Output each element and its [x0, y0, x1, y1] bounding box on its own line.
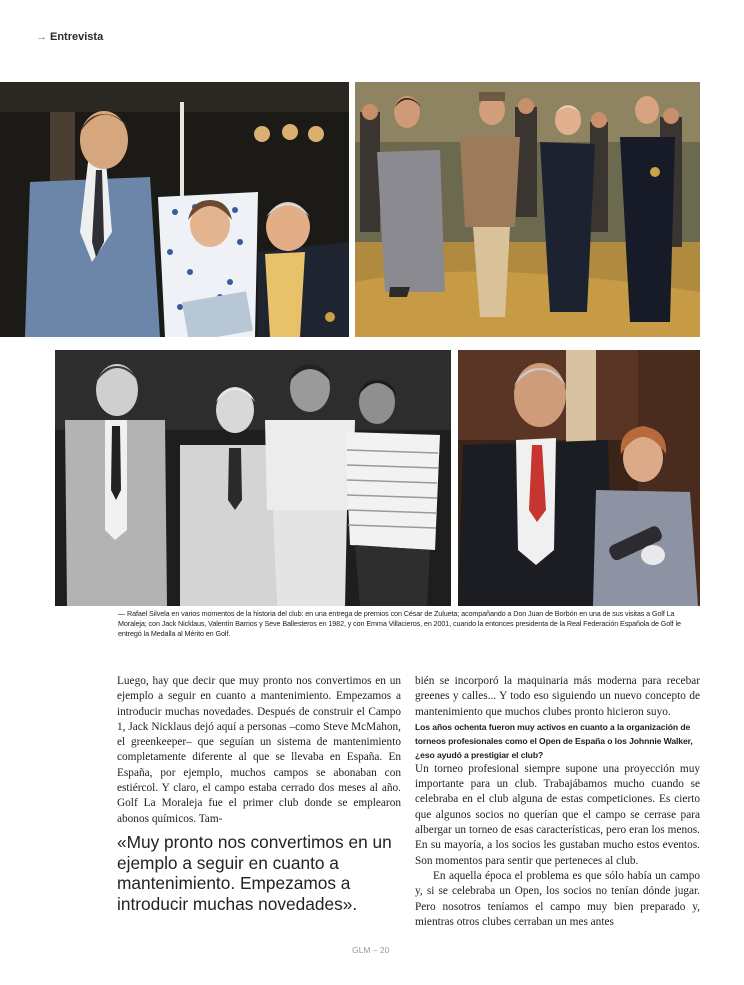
photo-don-juan-visit: [355, 82, 700, 337]
photo-golf-legends: [55, 350, 451, 606]
answer-paragraph-1: Un torneo profesional siempre supone una proyección muy importante para un club. Trabajábamos mucho cuando se celebraba en el club alguna de estas competiciones. Es cierto que algunos socios no querían que el campo se cerrase para albergar un torneo de esas características, pero eran los menos. En su mayoría, a los socios les gustaban mucho estos eventos. Son momentos para sentir que perteneces al club.: [415, 762, 700, 867]
photo-caption: — Rafael Silvela en varios momentos de la historia del club: en una entrega de premios con César de Zulueta; acompañando a Don Juan de Borbón en una de sus visitas a Golf La Moraleja; con Jack Nicklaus, Valentín Barrios y Seve Ballesteros en 1982, y con Emma Villacieros, en 2001, cuando la entonces presidenta de la Real Federación Española de Golf le entregó la Medalla al Mérito en Golf.: [118, 609, 681, 638]
photo-award-ceremony: [0, 82, 349, 337]
article-column-right: [415, 674, 700, 930]
photo-medal-presentation: [458, 350, 700, 606]
section-title: Entrevista: [50, 31, 104, 43]
arrow-right-icon: →: [36, 31, 47, 43]
page-number: GLM – 20: [352, 945, 390, 955]
article-column-left: [117, 674, 401, 827]
interview-question: Los años ochenta fueron muy activos en cuanto a la organización de torneos profesionales como el Open de España o los Johnnie Walker, ¿eso ayudó a prestigiar el club?: [415, 721, 693, 760]
section-header: [36, 31, 103, 43]
pull-quote: «Muy pronto nos convertimos en un ejemplo a seguir en cuanto a mantenimiento. Empezamos a introducir muchas novedades».: [117, 832, 392, 914]
body-paragraph-left: Luego, hay que decir que muy pronto nos convertimos en un ejemplo a seguir en cuanto a mantenimiento. Empezamos a introducir muchas novedades. Después de construir el Campo 1, Jack Nicklaus dejó aquí a personas –como Steve McMahon, el greenkeeper– que seguían un sistema de mantenimiento completamente diferente al que se llevaba en España. En España, por ejemplo, muchos campos se abonaban con estiércol. Y claro, el campo estaba cerrado dos meses al año. Golf La Moraleja fue el primer club donde se emplearon abonos químicos. Tam-: [117, 675, 401, 825]
body-paragraph-continuation: bién se incorporó la maquinaria más moderna para recebar greenes y calles... Y todo eso siguiendo un nuevo concepto de mantenimiento que muchos clubes pronto hicieron suyo.: [415, 675, 700, 718]
answer-paragraph-2: En aquella época el problema es que sólo había un campo y, si se celebraba un Open, los socios no tenían dónde jugar. Pero nosotros teníamos el campo muy bien preparado y, mientras otros clubes cerraban un mes antes: [415, 869, 700, 928]
